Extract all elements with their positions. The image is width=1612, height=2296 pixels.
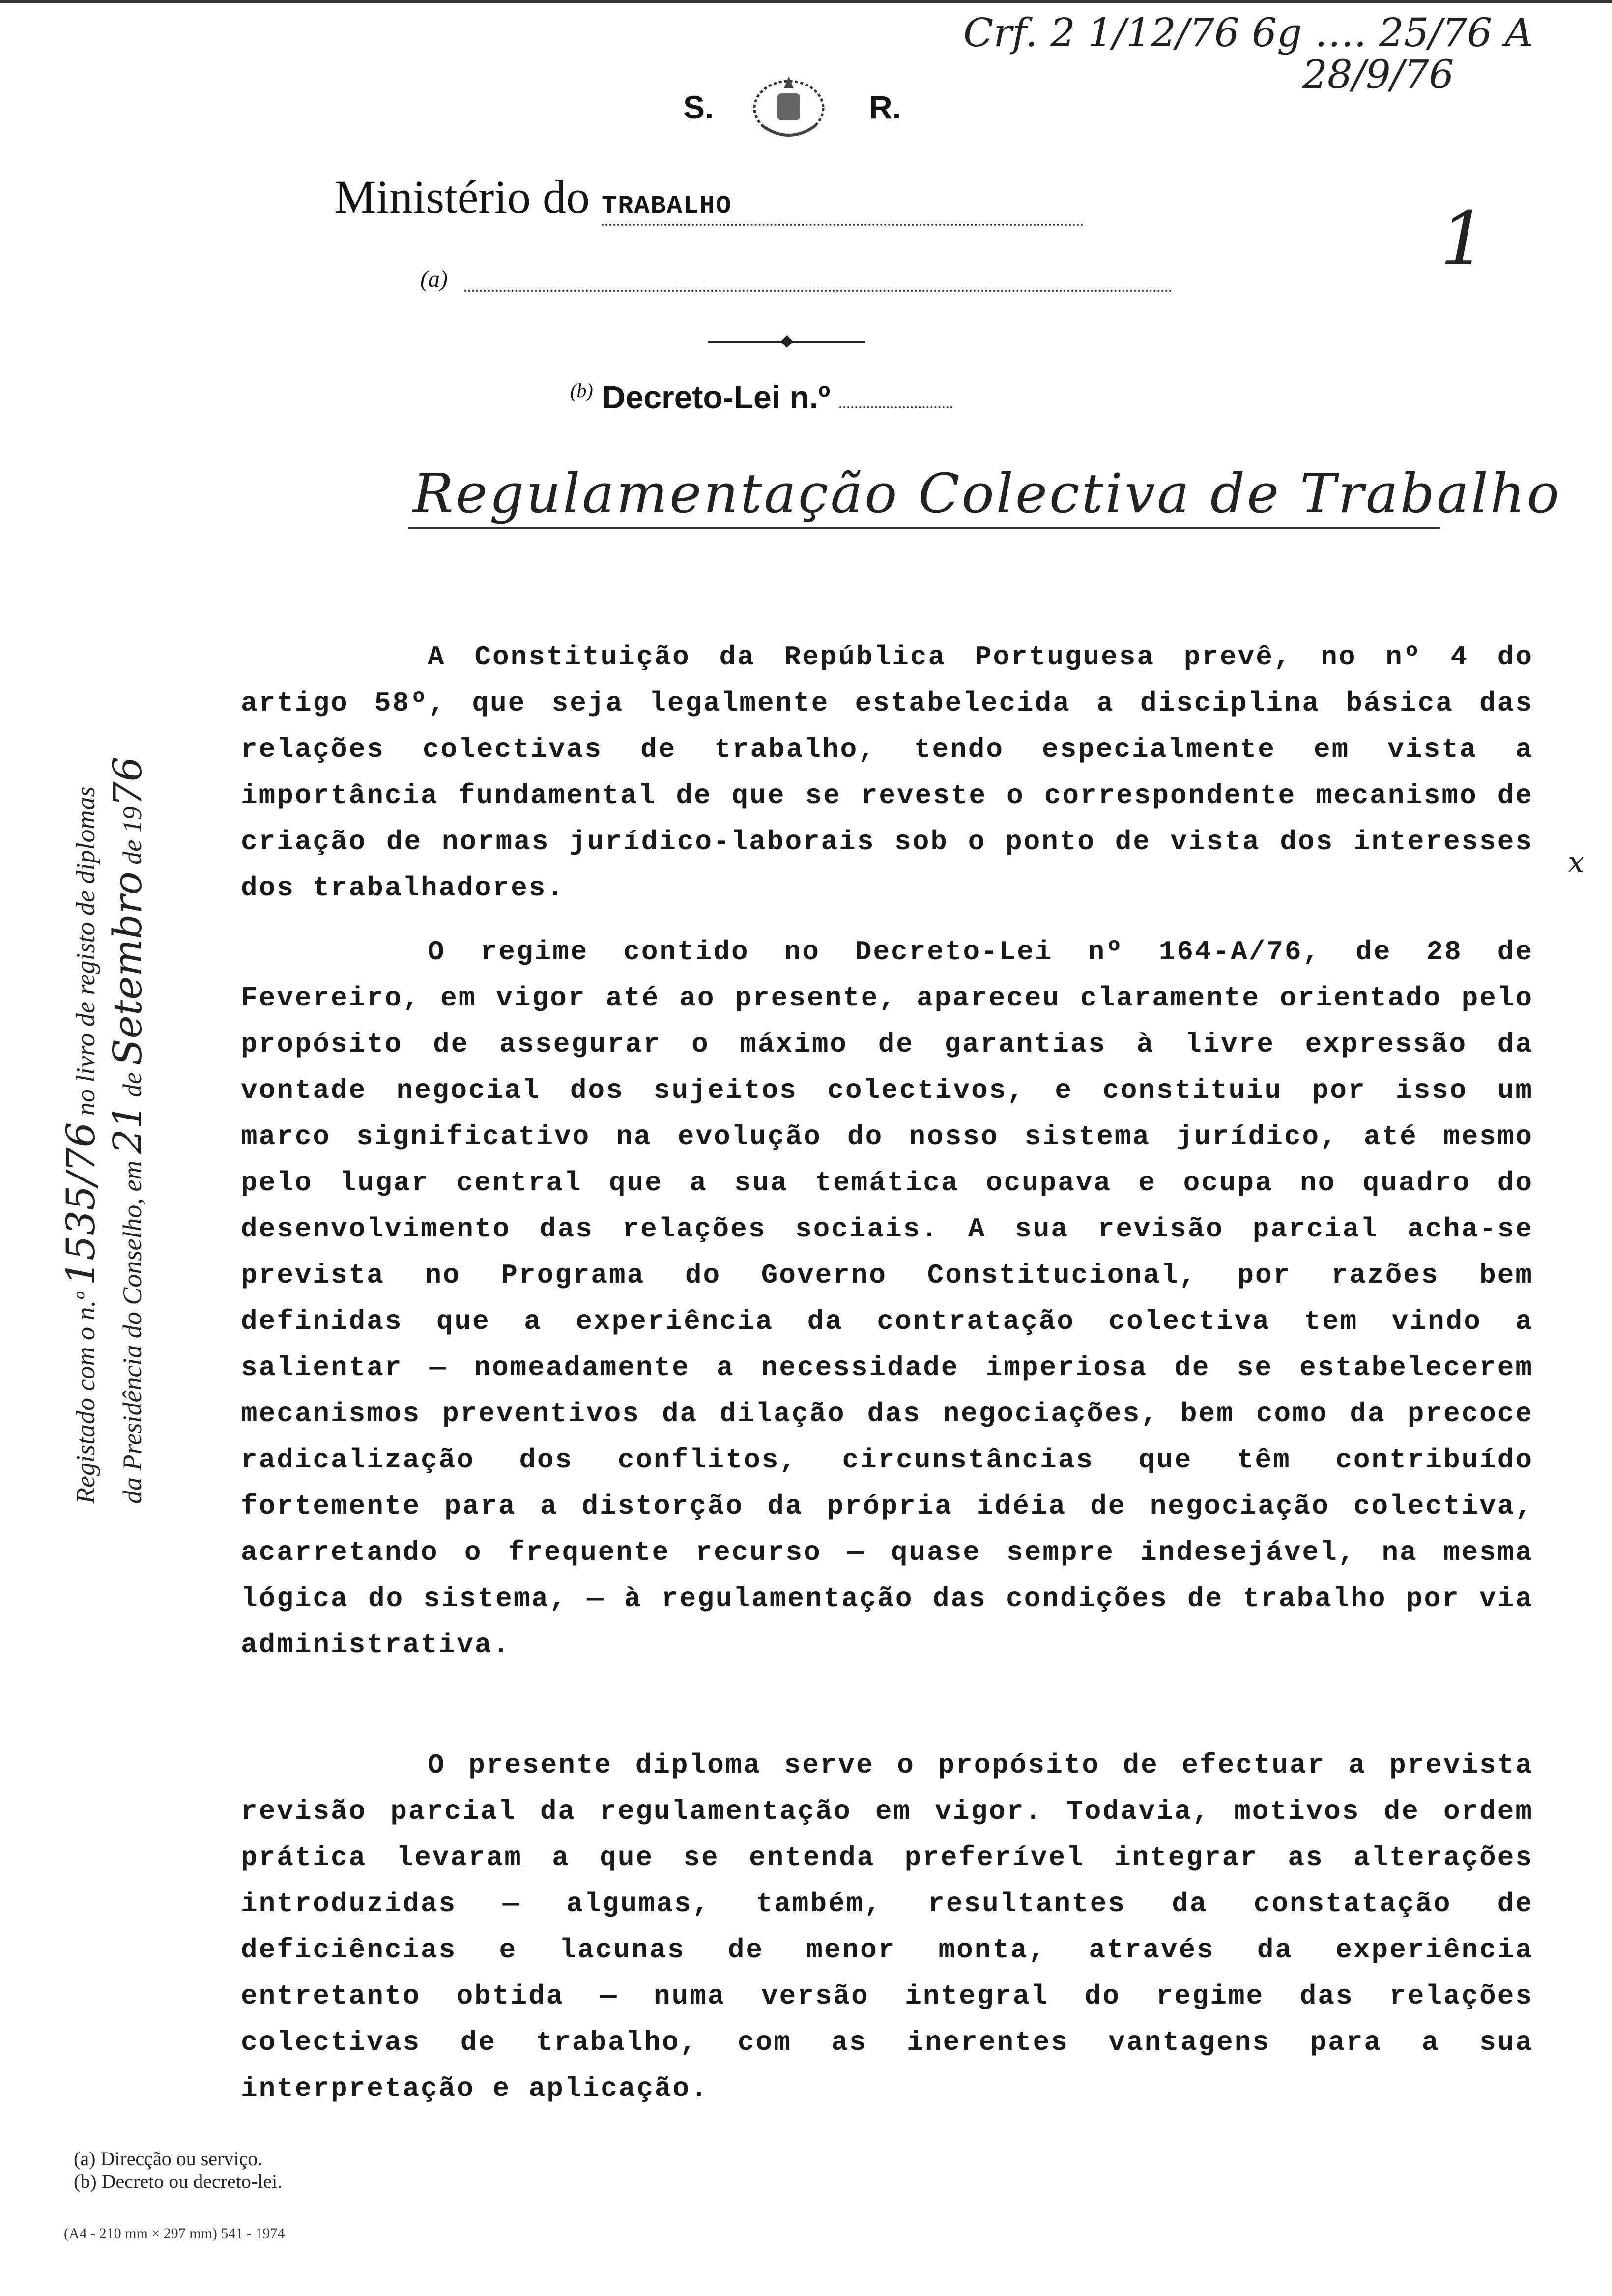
ministry-prefix: Ministério do	[334, 171, 590, 223]
registration-day: 21	[105, 1104, 150, 1154]
page-number: 1	[1440, 197, 1487, 282]
body-paragraph-3: O presente diploma serve o propósito de efectuar a prevista revisão parcial da regulamentação em vigor. Todavia, motivos de ordem prática levaram a que se entenda preferível integrar as alterações introduzidas — algumas, também, resultantes da constatação de deficiências e lacunas de menor monta, através da experiência entretanto obtida — numa versão integral do regime das relações colectivas de trabalho, com as inerentes vantagens para a sua interpretação e aplicação.	[241, 1750, 1533, 2104]
footnotes	[74, 2148, 282, 2193]
decree-label: Decreto-Lei n.º	[602, 379, 831, 415]
top-edge-line	[0, 0, 1612, 3]
r-letter: R.	[869, 89, 901, 125]
registered-label: Registado com o n.º	[71, 1292, 100, 1504]
body-paragraph-2: O regime contido no Decreto-Lei nº 164-A/76, de 28 de Fevereiro, em vigor até ao presente, apareceu claramente orientado pelo propósito de assegurar o máximo de garantias à livre expressão da vontade negocial dos sujeitos colectivos, e constituiu por isso um marco significativo na evolução do nosso sistema jurídico, até mesmo pelo lugar central que a sua temática ocupava e ocupa no quadro do desenvolvimento das relações sociais. A sua revisão parcial acha-se prevista no Programa do Governo Constitucional, por razões bem definidas que a experiência da contratação colectiva tem vindo a salientar — nomeadamente a necessidade imperiosa de se estabelecerem mecanismos preventivos da dilação das negociações, bem como da precoce radicalização dos conflitos, circunstâncias que têm contribuído fortemente para a distorção da própria idéia de negociação colectiva, acarretando o frequente recurso — quase sempre indesejável, na mesma lógica do sistema, — à regulamentação das condições de trabalho por via administrativa.	[241, 936, 1533, 1661]
registration-line-1	[58, 521, 104, 1504]
footnote-a: (a) Direcção ou serviço.	[74, 2148, 263, 2170]
s-letter: S.	[683, 89, 714, 125]
ministry-line	[334, 170, 1083, 226]
year-label: de 19	[117, 806, 147, 865]
direction-line-label: (a)	[420, 266, 448, 292]
body-paragraph-1: A Constituição da República Portuguesa prevê, no nº 4 do artigo 58º, que seja legalmente estabelecida a disciplina básica das relações colectivas de trabalho, tendo especialmente em vista a importância fundamental de que se reveste o correspondente mecanismo de criação de normas jurídico-laborais sob o ponto de vista dos interesses dos trabalhadores.	[241, 641, 1533, 904]
annotation-top-line: Crf. 2 1/12/76 6g …. 25/76 A	[963, 10, 1533, 56]
annotation-date: 28/9/76	[1302, 52, 1454, 97]
month-label: de	[117, 1072, 147, 1097]
ministry-name: TRABALHO	[602, 192, 1083, 226]
form-code: (A4 - 210 mm × 297 mm) 541 - 1974	[64, 2225, 285, 2241]
decree-marker: (b)	[570, 379, 593, 402]
title-underline	[408, 527, 1440, 529]
presidency-label: da Presidência do Conselho, em	[117, 1160, 147, 1504]
direction-line-blank	[464, 290, 1172, 292]
separator-diamond	[780, 335, 793, 347]
coat-of-arms-emblem	[747, 71, 831, 145]
registered-number: 1535/76	[58, 1122, 104, 1286]
handwritten-title: Regulamentação Colectiva de Trabalho	[413, 462, 1561, 525]
decree-number-blank	[839, 406, 952, 408]
book-label: no livro de registo de diplomas	[71, 786, 100, 1116]
margin-check-mark: x	[1568, 845, 1584, 880]
registration-line-2	[105, 521, 150, 1504]
registration-margin-note	[58, 521, 150, 1504]
registration-year: 76	[105, 756, 150, 807]
decree-line	[570, 378, 952, 416]
registration-month: Setembro	[105, 871, 150, 1066]
footnote-b: (b) Decreto ou decreto-lei.	[74, 2170, 283, 2192]
